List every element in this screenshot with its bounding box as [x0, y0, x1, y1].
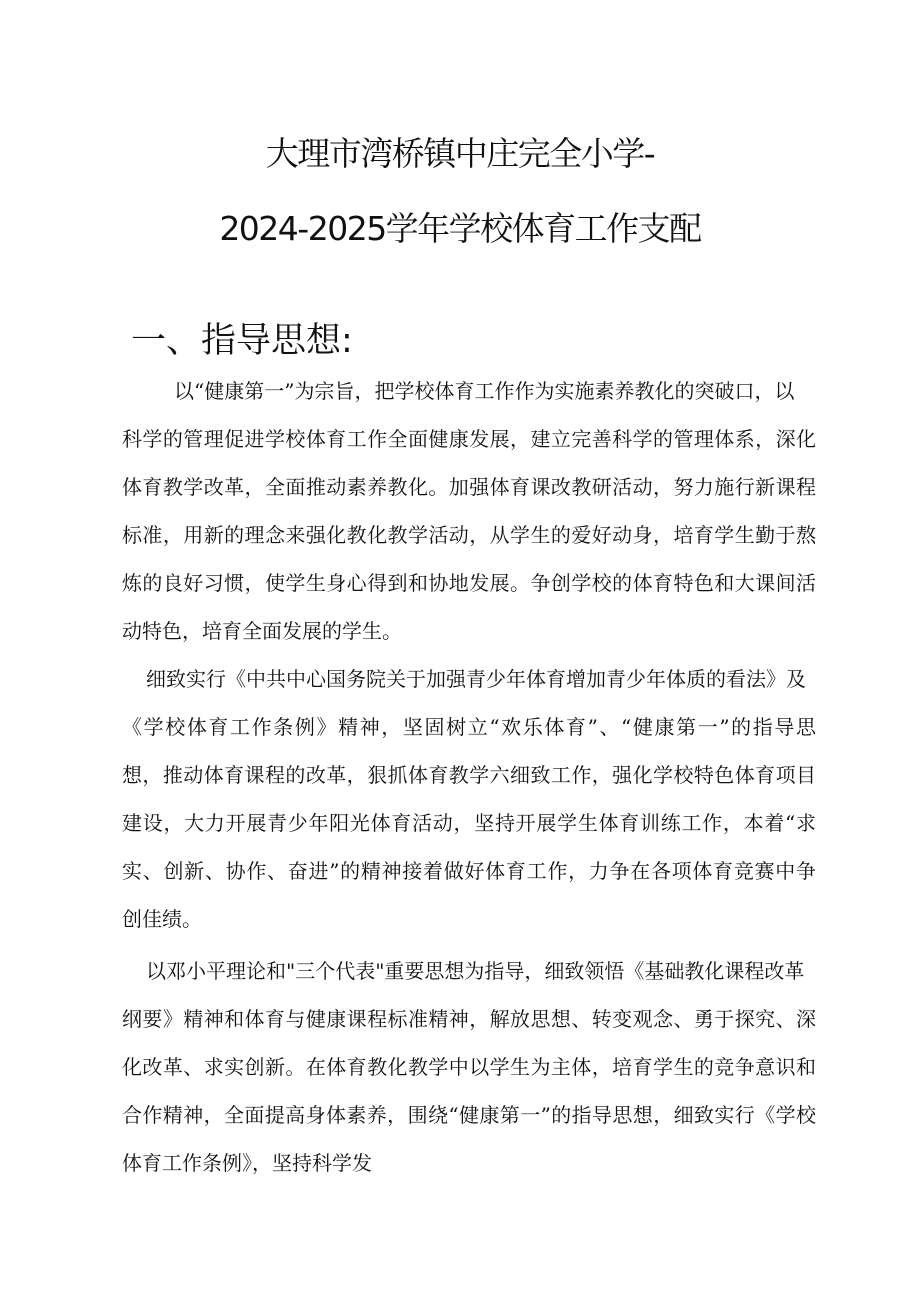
paragraph-1-line-1: 以“健康第一”为宗旨，把学校体育工作作为实施素养教化的突破口，以 — [174, 379, 795, 403]
section-heading: 一、指导思想: — [131, 321, 353, 361]
paragraph-3-line-4: 合作精神，全面提高身体素养，围绕“健康第一”的指导思想，细致实行《学校 — [122, 1103, 816, 1127]
paragraph-1-line-2: 科学的管理促进学校体育工作全面健康发展，建立完善科学的管理体系，深化 — [122, 427, 816, 451]
paragraph-2-line-2: 《学校体育工作条例》精神，坚固树立“欢乐体育”、“健康第一”的指导思 — [122, 715, 816, 739]
document-title-line-2: 2024-2025学年学校体育工作支配 — [219, 209, 701, 248]
paragraph-2-line-4: 建设，大力开展青少年阳光体育活动，坚持开展学生体育训练工作，本着“求 — [122, 811, 816, 835]
paragraph-2-line-1: 细致实行《中共中心国务院关于加强青少年体育增加青少年体质的看法》及 — [146, 667, 806, 691]
paragraph-1-line-3: 体育教学改革，全面推动素养教化。加强体育课改教研活动，努力施行新课程 — [122, 475, 816, 499]
paragraph-1-line-4: 标准，用新的理念来强化教化教学活动，从学生的爱好动身，培育学生勤于熬 — [122, 523, 816, 547]
paragraph-3-line-3: 化改革、求实创新。在体育教化教学中以学生为主体，培育学生的竞争意识和 — [122, 1055, 816, 1079]
paragraph-2-line-6: 创佳绩。 — [122, 907, 202, 931]
paragraph-2-line-5: 实、创新、协作、奋进”的精神接着做好体育工作，力争在各项体育竞赛中争 — [122, 859, 816, 883]
document-title-line-1: 大理市湾桥镇中庄完全小学- — [265, 134, 655, 173]
paragraph-3-line-5: 体育工作条例》，坚持科学发 — [122, 1151, 372, 1175]
paragraph-3-line-2: 纲要》精神和体育与健康课程标准精神，解放思想、转变观念、勇于探究、深 — [122, 1007, 816, 1031]
paragraph-2-line-3: 想，推动体育课程的改革，狠抓体育教学六细致工作，强化学校特色体育项目 — [122, 763, 816, 787]
paragraph-1-line-6: 动特色，培育全面发展的学生。 — [122, 619, 402, 643]
paragraph-3-line-1: 以邓小平理论和"三个代表"重要思想为指导，细致领悟《基础教化课程改革 — [146, 959, 805, 983]
paragraph-1-line-5: 炼的良好习惯，使学生身心得到和协地发展。争创学校的体育特色和大课间活 — [122, 571, 816, 595]
